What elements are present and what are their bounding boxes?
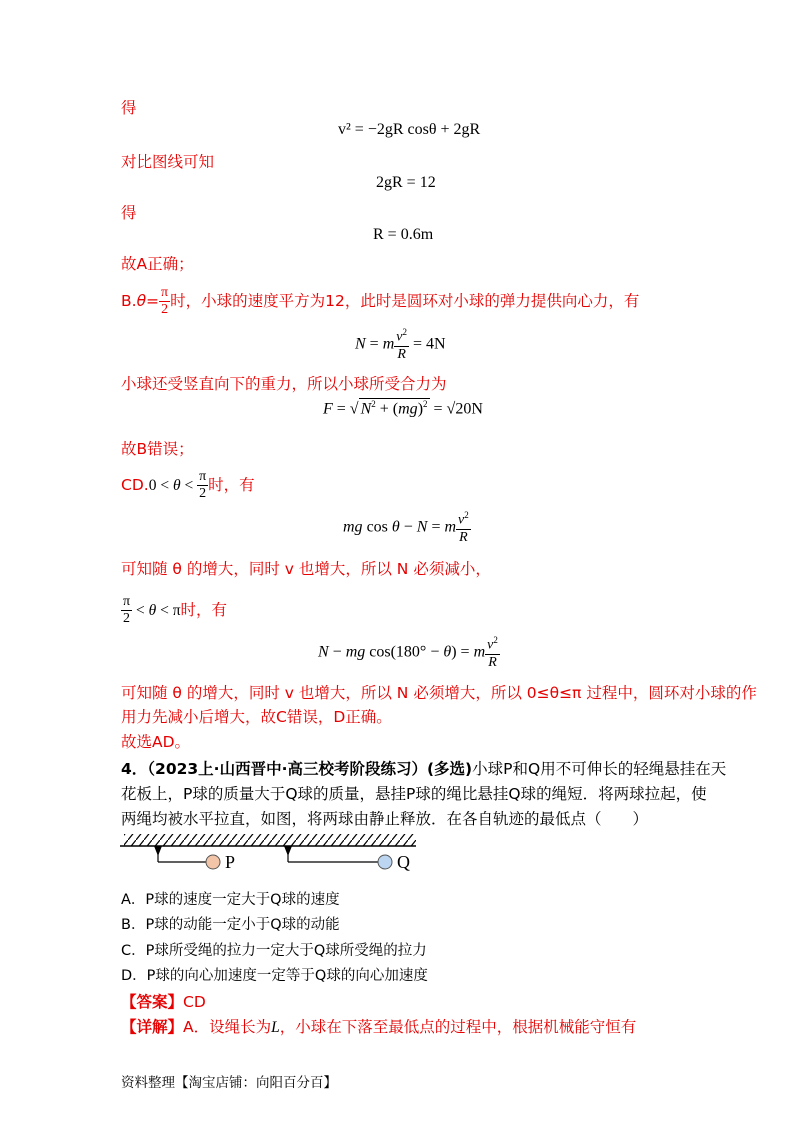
equation-radius: R = 0.6m [373,226,434,243]
equation-2gR: 2gR = 12 [376,174,436,191]
text-a-correct: 故A正确； [121,255,194,273]
detail-var: L [271,1019,280,1036]
option-c: C．P球所受绳的拉力一定大于Q球所受绳的拉力 [121,943,427,959]
text-b-line: B.θ= $\frac{\pi}{2}$ 时，小球的速度平方为12，此时是圆环对小球的弹力提供向心力，有 [121,285,640,318]
pendulum-diagram [120,830,420,880]
option-d: D．P球的向心加速度一定等于Q球的向心加速度 [121,968,428,984]
text-contrast: 对比图线可知 [121,153,215,171]
ball-q [378,855,392,869]
equation-cd-1: mg cos θ − N = m $\frac{v^2}{R}$ [343,510,469,545]
detail-text: A．设绳长为 [183,1018,272,1036]
ceiling-hatch [124,834,416,846]
pi-over-2-fraction: $\frac{\pi}{2}$ [161,285,169,318]
text-b-gravity: 小球还受竖直向下的重力，所以小球所受合力为 [121,375,447,393]
question-tag: (多选) [426,760,473,778]
question-source: （2023上·山西晋中·高三校考阶段练习） [147,760,427,778]
text-cd-line: CD.0 < θ < $\frac{\pi}{2}$ 时，有 [121,469,255,502]
equation-net-force: F = √ $N^2 + (mg)^2 = √20N$ [323,399,483,418]
detail-label: 【详解】 [121,1018,184,1036]
cd-you2: 时，有 [180,601,228,620]
text-cd-line2a: 可知随 θ 的增大，同时 v 也增大，所以 N 必须增大，所以 0≤θ≤π 过程中，圆环对小球的作 [121,684,757,702]
option-b: B．P球的动能一定小于Q球的动能 [121,917,340,933]
text-b-wrong: 故B错误； [121,440,194,458]
eq5-tail: = √20N [433,400,483,418]
text-cd-range2: $\frac{\pi}{2}$ < θ < π时，有 [123,594,228,627]
detail-rest: ，小球在下落至最低点的过程中，根据机械能守恒有 [279,1018,637,1036]
question-number: 4． [121,760,148,778]
equation-normal-force: N = m $\frac{v^2}{R}$ = 4N [355,327,446,362]
text-cd-line2b: 用力先减小后增大，故C错误，D正确。 [121,708,392,726]
b-text: 时，小球的速度平方为12，此时是圆环对小球的弹力提供向心力，有 [170,292,640,311]
cd-you: 时，有 [208,476,255,495]
equation-cd-2: N − mg cos(180° − θ) = m $\frac{v^2}{R}$ [318,635,498,670]
text-de-2: 得 [121,204,137,222]
question-line-2: 花板上，P球的质量大于Q球的质量，悬挂P球的绳比悬挂Q球的绳短．将两球拉起，使 [121,785,707,803]
text-choose: 故选AD。 [121,733,191,751]
question-line-3: 两绳均被水平拉直，如图，将两球由静止释放．在各自轨迹的最低点（ ） [121,810,649,828]
text-de-1: 得 [121,99,137,117]
answer-value: CD [183,993,206,1011]
answer-line [121,990,206,1012]
label-q: Q [397,852,410,872]
question-line-1 [121,757,726,779]
b-intro: B. [121,292,137,311]
answer-label: 【答案】 [121,993,184,1011]
detail-line [121,1015,636,1037]
text-cd-line1: 可知随 θ 的增大，同时 v 也增大，所以 N 必须减小， [121,560,491,578]
question-text-1: 小球P和Q用不可伸长的轻绳悬挂在天 [472,760,727,778]
cd-intro: CD. [121,476,149,495]
option-a: A．P球的速度一定大于Q球的速度 [121,892,340,908]
ball-p [206,855,220,869]
label-p: P [225,852,236,872]
equation-text: v² = −2gR cosθ + 2gR [338,121,481,138]
eq4-tail: = 4N [412,335,446,353]
footer-source: 资料整理【淘宝店铺：向阳百分百】 [121,1075,337,1091]
equation-energy [338,121,480,139]
